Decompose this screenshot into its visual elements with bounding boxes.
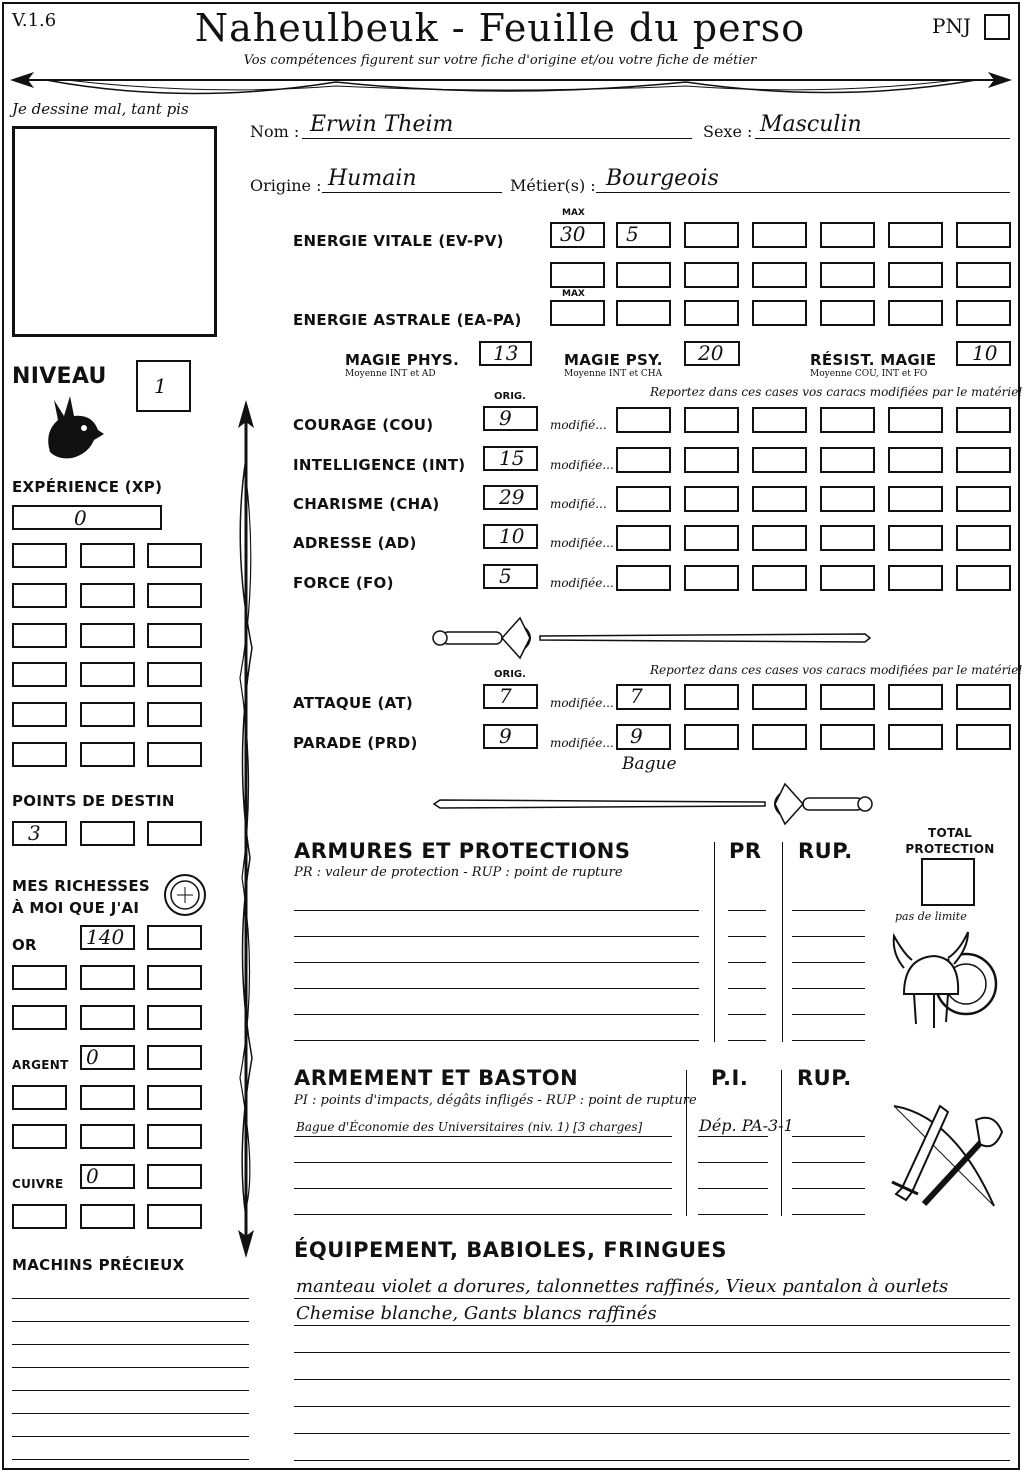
money-box[interactable] xyxy=(80,925,135,950)
carac-value: 10 xyxy=(499,524,525,548)
combat-orig-box[interactable] xyxy=(483,684,538,709)
machins-line[interactable] xyxy=(12,1390,249,1391)
helmet-shield-icon xyxy=(890,928,1000,1034)
combat-modified-box[interactable] xyxy=(684,724,739,750)
carac-orig-box[interactable] xyxy=(483,485,538,510)
carac-modified-label: modifiée... xyxy=(550,536,614,550)
portrait-caption: Je dessine mal, tant pis xyxy=(12,100,189,118)
carac-value: 29 xyxy=(499,485,525,509)
pnj-checkbox[interactable] xyxy=(984,14,1010,40)
spear-banner-icon xyxy=(6,66,1016,100)
version-label: V.1.6 xyxy=(12,10,57,31)
sexe-value[interactable]: Masculin xyxy=(760,112,862,137)
dragon-icon xyxy=(40,392,106,464)
equipement-line[interactable] xyxy=(294,1352,1010,1353)
combat-modified-box[interactable] xyxy=(684,684,739,710)
armure-rup-line[interactable] xyxy=(792,910,865,911)
armement-rup-label: RUP. xyxy=(797,1066,852,1090)
carac-modified-box[interactable] xyxy=(684,407,739,433)
combat-modified-box[interactable] xyxy=(616,724,671,750)
money-box[interactable] xyxy=(80,1204,135,1229)
niveau-label: NIVEAU xyxy=(12,364,107,389)
arme-line[interactable] xyxy=(294,1162,672,1163)
ev-box[interactable] xyxy=(752,222,807,248)
carac-orig-box[interactable] xyxy=(483,406,538,431)
xp-box[interactable] xyxy=(12,702,67,727)
carac-modified-box[interactable] xyxy=(820,525,875,551)
xp-box[interactable] xyxy=(147,583,202,608)
carac-modified-box[interactable] xyxy=(956,525,1011,551)
carac-report-note: Reportez dans ces cases vos caracs modifiées par le matériel xyxy=(650,385,1023,399)
combat-value: 7 xyxy=(499,684,512,708)
spear-icon xyxy=(226,398,266,1260)
resist-magie-box[interactable] xyxy=(956,341,1011,366)
weapons-icon xyxy=(884,1096,1010,1216)
money-box[interactable] xyxy=(147,1005,202,1030)
combat-modified-box[interactable] xyxy=(820,724,875,750)
carac-modified-box[interactable] xyxy=(956,447,1011,473)
xp-value: 0 xyxy=(74,506,87,530)
carac-modified-box[interactable] xyxy=(956,565,1011,591)
machins-line[interactable] xyxy=(12,1459,249,1460)
ev-box[interactable] xyxy=(820,222,875,248)
armures-divider-2 xyxy=(782,842,783,1042)
xp-box[interactable] xyxy=(12,505,162,530)
ev-box[interactable] xyxy=(684,262,739,288)
combat-modified-box[interactable] xyxy=(956,724,1011,750)
magie-psy-label: MAGIE PSY. xyxy=(564,351,663,369)
arme-pi-line[interactable] xyxy=(698,1214,768,1215)
xp-box[interactable] xyxy=(12,543,67,568)
carac-modified-label: modifié... xyxy=(550,497,607,511)
arme-pi-line[interactable] xyxy=(698,1188,768,1189)
armures-pr-label: PR xyxy=(729,839,762,863)
combat-orig-label: ORIG. xyxy=(494,669,526,680)
combat-value: 9 xyxy=(499,724,512,748)
arme-rup-line[interactable] xyxy=(792,1214,865,1215)
money-box[interactable] xyxy=(80,1085,135,1110)
ev-box[interactable] xyxy=(684,222,739,248)
arme-rup-line[interactable] xyxy=(792,1162,865,1163)
carac-modified-box[interactable] xyxy=(616,486,671,512)
sword-icon xyxy=(430,612,875,664)
carac-modified-label: modifiée... xyxy=(550,576,614,590)
equipement-line[interactable] xyxy=(294,1406,1010,1407)
carac-modified-box[interactable] xyxy=(684,447,739,473)
armure-line[interactable] xyxy=(294,1014,699,1015)
magie-phys-note: Moyenne INT et AD xyxy=(345,369,436,379)
combat-modified-box[interactable] xyxy=(956,684,1011,710)
carac-modified-box[interactable] xyxy=(888,486,943,512)
money-box[interactable] xyxy=(12,965,67,990)
xp-label: EXPÉRIENCE (XP) xyxy=(12,478,163,496)
carac-modified-box[interactable] xyxy=(956,486,1011,512)
armure-rup-line[interactable] xyxy=(792,936,865,937)
money-box[interactable] xyxy=(80,1124,135,1149)
carac-modified-box[interactable] xyxy=(820,486,875,512)
ev-box[interactable] xyxy=(820,262,875,288)
ea-box[interactable] xyxy=(616,300,671,326)
carac-orig-box[interactable] xyxy=(483,524,538,549)
money-box[interactable] xyxy=(80,965,135,990)
metier-line xyxy=(596,192,1010,193)
armement-item-1[interactable]: Bague d'Économie des Universitaires (niv. 1) [3 charges] xyxy=(296,1120,643,1134)
or-value: 140 xyxy=(86,925,125,949)
money-box[interactable] xyxy=(147,1164,202,1189)
combat-modified-value: 7 xyxy=(630,684,643,708)
nom-value[interactable]: Erwin Theim xyxy=(310,112,454,137)
ev-value: 30 xyxy=(560,222,586,246)
money-box[interactable] xyxy=(80,1005,135,1030)
destin-box[interactable] xyxy=(147,821,202,846)
ev-label: ENERGIE VITALE (EV-PV) xyxy=(293,232,504,250)
carac-modified-box[interactable] xyxy=(752,525,807,551)
armure-pr-line[interactable] xyxy=(728,1014,766,1015)
destin-box[interactable] xyxy=(80,821,135,846)
coin-icon xyxy=(162,872,208,918)
origine-value[interactable]: Humain xyxy=(328,166,417,191)
combat-modified-box[interactable] xyxy=(752,724,807,750)
armures-note: PR : valeur de protection - RUP : point de rupture xyxy=(294,865,623,880)
carac-orig-box[interactable] xyxy=(483,446,538,471)
combat-modified-box[interactable] xyxy=(752,684,807,710)
sheet-title: Naheulbeuk - Feuille du perso xyxy=(194,6,806,50)
carac-modified-box[interactable] xyxy=(752,486,807,512)
carac-modified-label: modifié... xyxy=(550,418,607,432)
xp-box[interactable] xyxy=(80,623,135,648)
xp-box[interactable] xyxy=(12,662,67,687)
cuivre-label: CUIVRE xyxy=(12,1177,64,1191)
metier-label: Métier(s) : xyxy=(510,176,596,195)
equipement-line-1[interactable]: manteau violet a dorures, talonnettes raffinés, Vieux pantalon à ourlets xyxy=(296,1276,949,1297)
carac-modified-box[interactable] xyxy=(888,565,943,591)
carac-modified-box[interactable] xyxy=(956,407,1011,433)
pnj-label: PNJ xyxy=(932,14,971,38)
ev-box[interactable] xyxy=(550,262,605,288)
armement-pi-label: P.I. xyxy=(711,1066,749,1090)
equipement-line[interactable] xyxy=(294,1325,1010,1326)
xp-box[interactable] xyxy=(12,583,67,608)
carac-modified-box[interactable] xyxy=(820,565,875,591)
carac-modified-box[interactable] xyxy=(684,565,739,591)
resist-magie-value: 10 xyxy=(972,341,998,365)
armement-divider-2 xyxy=(781,1070,782,1216)
armures-divider-1 xyxy=(714,842,715,1042)
carac-modified-box[interactable] xyxy=(752,565,807,591)
money-box[interactable] xyxy=(147,1085,202,1110)
combat-label: PARADE (PRD) xyxy=(293,734,418,752)
xp-box[interactable] xyxy=(147,742,202,767)
arme-line[interactable] xyxy=(294,1136,672,1137)
xp-box[interactable] xyxy=(147,623,202,648)
money-box[interactable] xyxy=(80,1045,135,1070)
combat-modified-box[interactable] xyxy=(820,684,875,710)
argent-label: ARGENT xyxy=(12,1058,69,1072)
xp-box[interactable] xyxy=(12,623,67,648)
sexe-line xyxy=(755,138,1010,139)
ev-box[interactable] xyxy=(956,222,1011,248)
magie-phys-label: MAGIE PHYS. xyxy=(345,351,460,369)
xp-box[interactable] xyxy=(80,543,135,568)
carac-label: ADRESSE (AD) xyxy=(293,534,417,552)
magie-psy-note: Moyenne INT et CHA xyxy=(564,369,663,379)
carac-modified-box[interactable] xyxy=(684,525,739,551)
armure-rup-line[interactable] xyxy=(792,1014,865,1015)
cuivre-value: 0 xyxy=(86,1164,99,1188)
armure-line[interactable] xyxy=(294,962,699,963)
xp-box[interactable] xyxy=(147,662,202,687)
machins-line[interactable] xyxy=(12,1367,249,1368)
ea-label: ENERGIE ASTRALE (EA-PA) xyxy=(293,311,522,329)
combat-modified-box[interactable] xyxy=(616,684,671,710)
portrait-box[interactable] xyxy=(12,126,217,337)
limit-note: pas de limite xyxy=(895,910,967,923)
carac-label: CHARISME (CHA) xyxy=(293,495,440,513)
richesses-label-2: À MOI QUE J'AI xyxy=(12,899,140,917)
combat-label: ATTAQUE (AT) xyxy=(293,694,414,712)
armure-pr-line[interactable] xyxy=(728,1040,766,1041)
armures-rup-label: RUP. xyxy=(798,839,853,863)
ea-box[interactable] xyxy=(820,300,875,326)
equipement-line[interactable] xyxy=(294,1460,1010,1461)
sword-icon-2 xyxy=(430,778,875,830)
carac-value: 5 xyxy=(499,564,512,588)
carac-modified-box[interactable] xyxy=(752,407,807,433)
combat-modified-box[interactable] xyxy=(888,684,943,710)
combat-note: Bague xyxy=(622,754,677,774)
arme-line[interactable] xyxy=(294,1214,672,1215)
total-protection-label-1: TOTAL xyxy=(927,826,973,840)
carac-modified-box[interactable] xyxy=(888,447,943,473)
machins-label: MACHINS PRÉCIEUX xyxy=(12,1256,185,1274)
money-box[interactable] xyxy=(80,1164,135,1189)
money-box[interactable] xyxy=(147,1204,202,1229)
origine-line xyxy=(322,192,502,193)
armement-item-1-pi[interactable]: Dép. PA-3-1 xyxy=(699,1116,794,1135)
armement-note: PI : points d'impacts, dégâts infligés - RUP : point de rupture xyxy=(294,1093,697,1108)
combat-orig-box[interactable] xyxy=(483,724,538,749)
origine-label: Origine : xyxy=(250,176,322,195)
armure-rup-line[interactable] xyxy=(792,1040,865,1041)
xp-box[interactable] xyxy=(12,742,67,767)
combat-modified-value: 9 xyxy=(630,724,643,748)
total-protection-box[interactable] xyxy=(921,858,975,906)
ev-box[interactable] xyxy=(956,262,1011,288)
carac-modified-box[interactable] xyxy=(616,447,671,473)
carac-modified-box[interactable] xyxy=(616,407,671,433)
combat-modified-box[interactable] xyxy=(888,724,943,750)
sexe-label: Sexe : xyxy=(703,122,753,141)
carac-label: COURAGE (COU) xyxy=(293,416,434,434)
carac-modified-box[interactable] xyxy=(684,486,739,512)
ev-value: 5 xyxy=(626,222,639,246)
ev-box[interactable] xyxy=(550,222,605,248)
arme-pi-line[interactable] xyxy=(698,1162,768,1163)
carac-orig-box[interactable] xyxy=(483,564,538,589)
armures-title: ARMURES ET PROTECTIONS xyxy=(294,839,631,863)
carac-modified-box[interactable] xyxy=(888,525,943,551)
armure-rup-line[interactable] xyxy=(792,988,865,989)
xp-box[interactable] xyxy=(80,742,135,767)
arme-pi-line[interactable] xyxy=(698,1136,768,1137)
metier-value[interactable]: Bourgeois xyxy=(606,166,719,191)
equipement-line[interactable] xyxy=(294,1379,1010,1380)
money-box[interactable] xyxy=(147,925,202,950)
armure-pr-line[interactable] xyxy=(728,988,766,989)
ea-box[interactable] xyxy=(550,300,605,326)
ev-box[interactable] xyxy=(888,262,943,288)
magie-phys-value: 13 xyxy=(493,341,519,365)
armure-line[interactable] xyxy=(294,1040,699,1041)
equipement-line-2[interactable]: Chemise blanche, Gants blancs raffinés xyxy=(296,1303,657,1324)
ev-box[interactable] xyxy=(616,262,671,288)
niveau-box[interactable] xyxy=(136,360,191,412)
equipement-line[interactable] xyxy=(294,1433,1010,1434)
armure-line[interactable] xyxy=(294,936,699,937)
resist-magie-note: Moyenne COU, INT et FO xyxy=(810,369,928,379)
carac-orig-label: ORIG. xyxy=(494,391,526,402)
armement-title: ARMEMENT ET BASTON xyxy=(294,1066,579,1090)
arme-line[interactable] xyxy=(294,1188,672,1189)
carac-modified-box[interactable] xyxy=(616,565,671,591)
xp-box[interactable] xyxy=(80,583,135,608)
xp-box[interactable] xyxy=(147,543,202,568)
sheet-subtitle: Vos compétences figurent sur votre fiche d'origine et/ou votre fiche de métier xyxy=(243,53,757,68)
arme-rup-line[interactable] xyxy=(792,1188,865,1189)
ev-box[interactable] xyxy=(888,222,943,248)
carac-modified-box[interactable] xyxy=(888,407,943,433)
carac-modified-box[interactable] xyxy=(752,447,807,473)
machins-line[interactable] xyxy=(12,1436,249,1437)
ev-max-label: MAX xyxy=(562,208,585,218)
equipement-line[interactable] xyxy=(294,1298,1010,1299)
armure-pr-line[interactable] xyxy=(728,936,766,937)
carac-value: 9 xyxy=(499,406,512,430)
combat-modified-label: modifiée... xyxy=(550,696,614,710)
ea-box[interactable] xyxy=(956,300,1011,326)
magie-psy-value: 20 xyxy=(698,341,724,365)
carac-label: FORCE (FO) xyxy=(293,574,394,592)
total-protection-label-2: PROTECTION xyxy=(905,842,995,856)
ea-box[interactable] xyxy=(684,300,739,326)
or-label: OR xyxy=(12,936,37,954)
money-box[interactable] xyxy=(12,1005,67,1030)
carac-modified-box[interactable] xyxy=(820,447,875,473)
carac-modified-box[interactable] xyxy=(616,525,671,551)
armement-divider-1 xyxy=(686,1070,687,1216)
ea-max-label: MAX xyxy=(562,289,585,299)
destin-box[interactable] xyxy=(12,821,67,846)
xp-box[interactable] xyxy=(80,702,135,727)
carac-label: INTELLIGENCE (INT) xyxy=(293,456,466,474)
machins-line[interactable] xyxy=(12,1298,249,1299)
xp-box[interactable] xyxy=(80,662,135,687)
niveau-value: 1 xyxy=(154,374,167,398)
armure-line[interactable] xyxy=(294,988,699,989)
machins-line[interactable] xyxy=(12,1321,249,1322)
armure-pr-line[interactable] xyxy=(728,910,766,911)
armure-rup-line[interactable] xyxy=(792,962,865,963)
nom-line xyxy=(302,138,692,139)
money-box[interactable] xyxy=(12,1085,67,1110)
armure-line[interactable] xyxy=(294,910,699,911)
combat-modified-label: modifiée... xyxy=(550,736,614,750)
money-box[interactable] xyxy=(12,1124,67,1149)
destin-label: POINTS DE DESTIN xyxy=(12,792,175,810)
magie-psy-box[interactable] xyxy=(684,341,740,366)
nom-label: Nom : xyxy=(250,122,300,141)
carac-modified-box[interactable] xyxy=(820,407,875,433)
ea-box[interactable] xyxy=(888,300,943,326)
ev-box[interactable] xyxy=(616,222,671,248)
carac-value: 15 xyxy=(499,446,525,470)
money-box[interactable] xyxy=(147,1124,202,1149)
combat-report-note: Reportez dans ces cases vos caracs modifiées par le matériel xyxy=(650,663,1023,677)
equipement-title: ÉQUIPEMENT, BABIOLES, FRINGUES xyxy=(294,1238,727,1262)
argent-value: 0 xyxy=(86,1045,99,1069)
money-box[interactable] xyxy=(147,965,202,990)
money-box[interactable] xyxy=(147,1045,202,1070)
machins-line[interactable] xyxy=(12,1413,249,1414)
armure-pr-line[interactable] xyxy=(728,962,766,963)
money-box[interactable] xyxy=(12,1204,67,1229)
ea-box[interactable] xyxy=(752,300,807,326)
destin-value: 3 xyxy=(28,821,41,845)
richesses-label-1: MES RICHESSES xyxy=(12,877,151,895)
resist-magie-label: RÉSIST. MAGIE xyxy=(810,351,937,369)
machins-line[interactable] xyxy=(12,1344,249,1345)
arme-rup-line[interactable] xyxy=(792,1136,865,1137)
xp-box[interactable] xyxy=(147,702,202,727)
ev-box[interactable] xyxy=(752,262,807,288)
magie-phys-box[interactable] xyxy=(479,341,532,366)
carac-modified-label: modifiée... xyxy=(550,458,614,472)
